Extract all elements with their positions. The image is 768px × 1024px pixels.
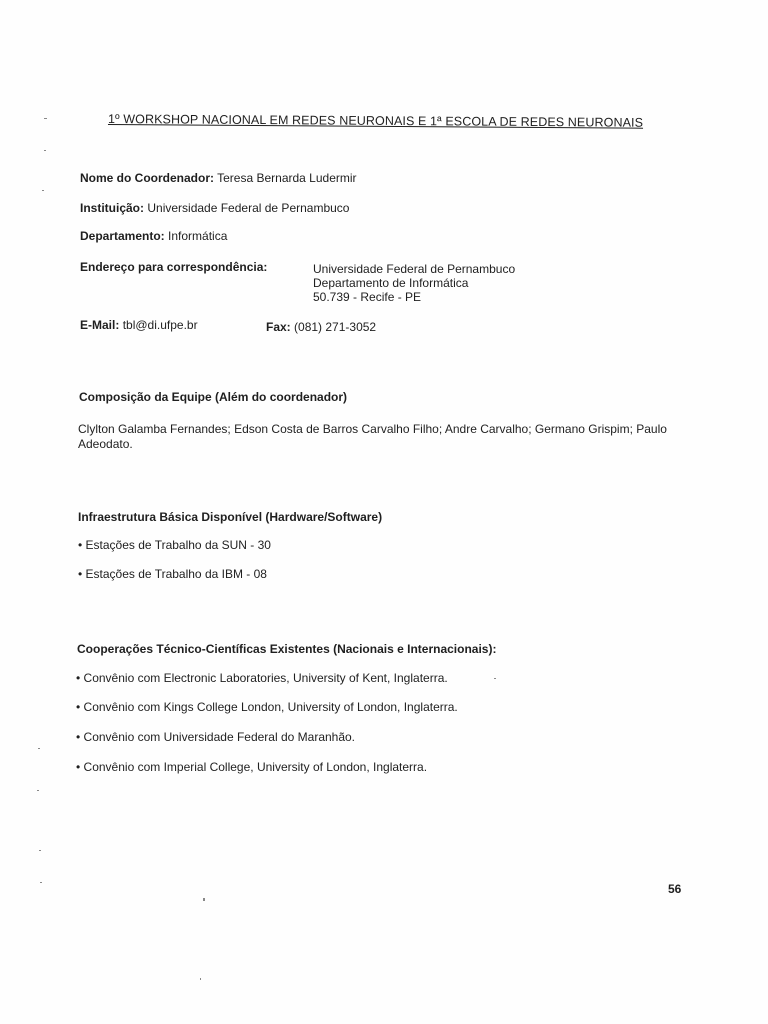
infrastructure-item-ibm: • Estações de Trabalho da IBM - 08 [78, 567, 267, 581]
address-line-1: Universidade Federal de Pernambuco [313, 262, 516, 276]
scan-speck [40, 882, 42, 883]
address-label: Endereço para correspondência: [80, 260, 268, 274]
address-line-3: 50.739 - Recife - PE [313, 290, 422, 304]
fax-value: (081) 271-3052 [294, 320, 377, 334]
team-heading: Composição da Equipe (Além do coordenador) [79, 390, 348, 404]
scan-speck [44, 150, 46, 151]
scan-speck [39, 850, 41, 851]
cooperation-item-imperial-college: • Convênio com Imperial College, University of London, Inglaterra. [76, 760, 428, 774]
document-title: 1º WORKSHOP NACIONAL EM REDES NEURONAIS E 1ª ESCOLA DE REDES NEURONAIS [107, 112, 644, 130]
coordinator-row [80, 171, 357, 185]
cooperation-item-kent: • Convênio com Electronic Laboratories, University of Kent, Inglaterra. [76, 671, 448, 685]
scan-speck [44, 118, 47, 119]
department-value: Informática [168, 229, 228, 243]
scan-speck [203, 898, 205, 901]
coordinator-value: Teresa Bernarda Ludermir [217, 171, 357, 185]
email-label: E-Mail: [80, 318, 120, 332]
email-row [80, 318, 198, 332]
email-value: tbl@di.ufpe.br [122, 318, 198, 332]
team-members: Clylton Galamba Fernandes; Edson Costa de Barros Carvalho Filho; Andre Carvalho; Germano Grispim; Paulo Adeodato. [78, 422, 667, 451]
scan-speck [42, 190, 44, 191]
scan-speck [494, 678, 496, 679]
cooperation-heading: Cooperações Técnico-Científicas Existentes (Nacionais e Internacionais): [77, 642, 497, 656]
address-line-2: Departamento de Informática [313, 276, 469, 290]
fax-label: Fax: [266, 320, 291, 334]
scan-speck [38, 748, 40, 749]
department-row [80, 229, 227, 243]
cooperation-item-kings-college: • Convênio com Kings College London, University of London, Inglaterra. [76, 700, 458, 714]
institution-value: Universidade Federal de Pernambuco [147, 201, 350, 215]
department-label: Departamento: [80, 229, 165, 243]
coordinator-label: Nome do Coordenador: [80, 171, 214, 185]
infrastructure-heading: Infraestrutura Básica Disponível (Hardware/Software) [78, 510, 383, 524]
scan-speck [200, 978, 201, 980]
cooperation-item-maranhao: • Convênio com Universidade Federal do Maranhão. [76, 730, 356, 744]
institution-label: Instituição: [80, 201, 145, 215]
fax-row [266, 320, 376, 334]
scan-speck [37, 790, 39, 791]
infrastructure-item-sun: • Estações de Trabalho da SUN - 30 [78, 538, 271, 552]
institution-row [80, 201, 349, 215]
page-number: 56 [668, 882, 682, 896]
